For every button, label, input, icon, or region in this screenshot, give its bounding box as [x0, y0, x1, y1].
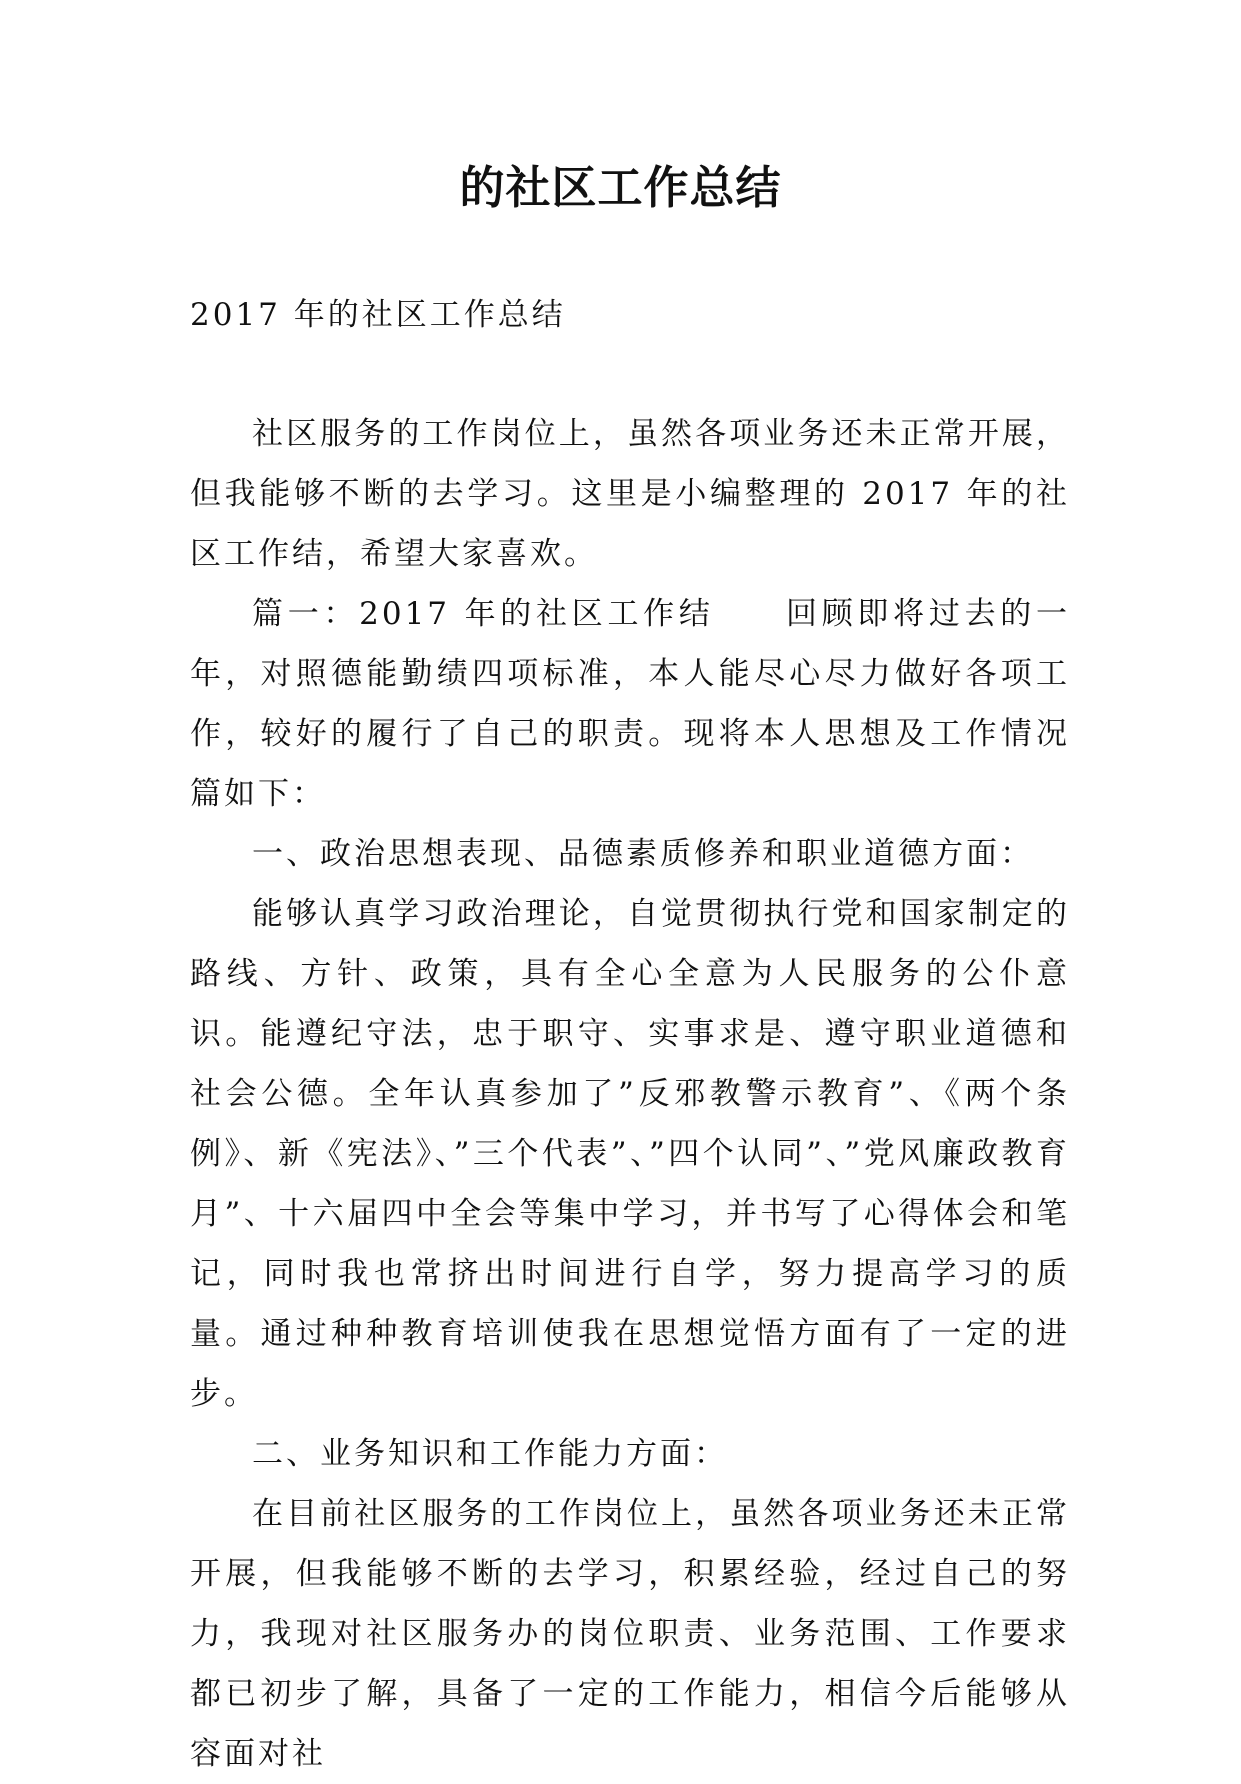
document-title: 的社区工作总结 — [459, 161, 782, 214]
paragraph-political: 能够认真学习政治理论，自觉贯彻执行党和国家制定的路线、方针、政策，具有全心全意为人民服务的公仆意识。能遵纪守法，忠于职守、实事求是、遵守职业道德和社会公德。全年认真参加了”反邪教警示教育”、《两个条例》、新《宪法》、”三个代表”、”四个认同”、”党风廉政教育月”、十六届四中全会等集中学习，并书写了心得体会和笔记，同时我也常挤出时间进行自学，努力提高学习的质量。通过种种教育培训使我在思想觉悟方面有了一定的进步。 — [190, 896, 1070, 1412]
document-body — [190, 404, 1070, 1784]
document-subtitle: 2017 年的社区工作总结 — [190, 297, 566, 333]
paragraph-part-one: 篇一：2017 年的社区工作结 回顾即将过去的一年，对照德能勤绩四项标准，本人能尽心尽力做好各项工作，较好的履行了自己的职责。现将本人思想及工作情况篇如下： — [190, 596, 1070, 812]
section-heading-political: 一、政治思想表现、品德素质修养和职业道德方面： — [252, 836, 1034, 872]
section-heading-business: 二、业务知识和工作能力方面： — [252, 1436, 728, 1472]
paragraph-business: 在目前社区服务的工作岗位上，虽然各项业务还未正常开展，但我能够不断的去学习，积累经验，经过自己的努力，我现对社区服务办的岗位职责、业务范围、工作要求都已初步了解，具备了一定的工作能力，相信今后能够从容面对社 — [190, 1496, 1070, 1772]
paragraph-intro: 社区服务的工作岗位上，虽然各项业务还未正常开展，但我能够不断的去学习。这里是小编整理的 2017 年的社区工作结，希望大家喜欢。 — [190, 416, 1070, 572]
